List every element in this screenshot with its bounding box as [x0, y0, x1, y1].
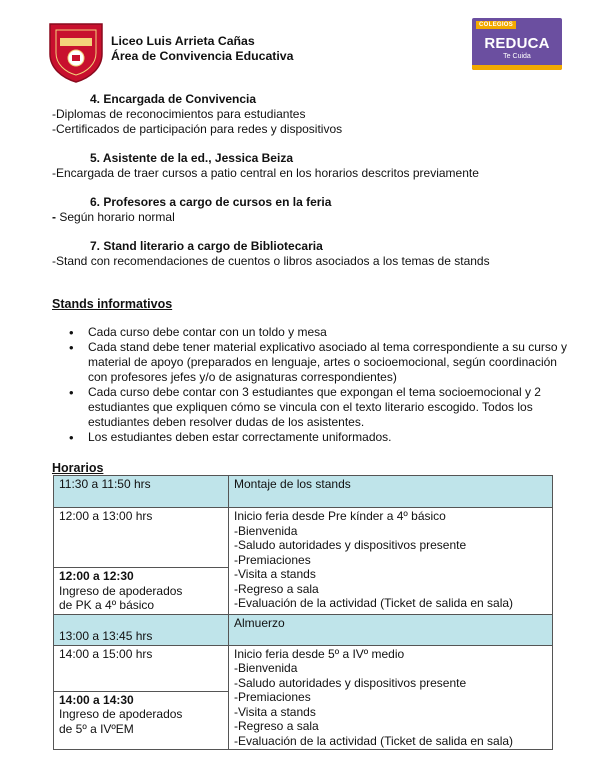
section-4-heading: 4. Encargada de Convivencia [90, 92, 257, 106]
stands-bullet: • Cada stand debe tener material explicativo asociado al tema correspondiente a su curso y material de apoyo (preparados en lenguaje, artes o socioemocional, según coordinación con profesores jefes y/o de asignaturas correspondientes) [88, 340, 578, 385]
horarios-title: Horarios [52, 461, 104, 475]
activity-line: -Bienvenida [234, 523, 298, 538]
activity-line: -Saludo autoridades y dispositivos presente [234, 675, 467, 690]
activity-line: -Premiaciones [234, 552, 311, 567]
school-name: Liceo Luis Arrieta Cañas [111, 34, 255, 48]
section-6-text: Según horario normal [59, 210, 175, 224]
sub-text-line: Ingreso de apoderados [59, 707, 183, 721]
activity-line: -Evaluación de la actividad (Ticket de salida en sala) [234, 596, 514, 610]
section-4-line-2: -Certificados de participación para redes y dispositivos [52, 122, 343, 136]
activity-line: -Evaluación de la actividad (Ticket de salida en sala) [234, 733, 514, 748]
reduca-logo [472, 18, 562, 70]
reduca-tag: COLEGIOS [476, 21, 516, 29]
activity-line: -Visita a stands [234, 704, 316, 719]
activity-line: -Regreso a sala [234, 719, 319, 733]
stands-title: Stands informativos [52, 297, 173, 311]
sub-text-line: de PK a 4º básico [59, 598, 155, 612]
school-crest-logo [46, 20, 106, 84]
area-name: Área de Convivencia Educativa [111, 49, 294, 63]
time-cell: 14:00 a 15:00 hrs [54, 645, 229, 691]
reduca-tagline: Te Cuida [503, 53, 531, 60]
section-7-heading: 7. Stand literario a cargo de Bibliotecaria [90, 239, 323, 253]
reduca-brand: REDUCA [484, 35, 550, 52]
activity-cell [229, 508, 553, 615]
stands-bullet-list [54, 325, 578, 445]
sub-time-cell [54, 568, 229, 615]
activity-line: Inicio feria desde 5º a IVº medio [234, 646, 405, 661]
reduca-bar [472, 65, 562, 70]
section-6-dash: - [52, 210, 60, 224]
activity-line: -Regreso a sala [234, 581, 319, 596]
sub-text-line: de 5º a IVºEM [59, 721, 134, 736]
activity-cell [229, 645, 553, 750]
table-row [54, 614, 553, 645]
section-7-line-1: -Stand con recomendaciones de cuentos o libros asociados a los temas de stands [52, 254, 490, 268]
activity-line: -Premiaciones [234, 690, 311, 704]
section-4-line-1: -Diplomas de reconocimientos para estudiantes [52, 107, 306, 121]
activity-line: -Saludo autoridades y dispositivos presente [234, 538, 467, 552]
activity-line: -Visita a stands [234, 567, 316, 581]
time-cell: 11:30 a 11:50 hrs [54, 476, 229, 508]
table-row [54, 476, 553, 508]
activity-line: Inicio feria desde Pre kínder a 4º básico [234, 509, 446, 523]
stands-bullet: • Cada curso debe contar con 3 estudiantes que expongan el tema socioemocional y 2 estudiantes que expliquen cómo se vincula con el texto literario escogido. Todos los estudiantes deben resolver dudas de los asistentes. [88, 385, 578, 430]
table-row [54, 645, 553, 691]
section-6-line-1 [52, 210, 175, 224]
activity-cell: Almuerzo [229, 614, 553, 645]
time-cell: 12:00 a 13:00 hrs [54, 508, 229, 568]
stands-bullet: • Los estudiantes deben estar correctamente uniformados. [88, 430, 578, 445]
activity-line: -Bienvenida [234, 661, 298, 675]
table-row [54, 508, 553, 568]
stands-bullet: • Cada curso debe contar con un toldo y mesa [88, 325, 578, 340]
activity-cell: Montaje de los stands [229, 476, 553, 508]
schedule-table [53, 475, 553, 750]
header-title [111, 34, 293, 64]
sub-time: 12:00 a 12:30 [59, 569, 134, 583]
section-6-heading: 6. Profesores a cargo de cursos en la feria [90, 195, 332, 209]
sub-time: 14:00 a 14:30 [59, 692, 134, 707]
sub-text-line: Ingreso de apoderados [59, 583, 183, 598]
section-5-heading: 5. Asistente de la ed., Jessica Beiza [90, 151, 293, 165]
time-cell: 13:00 a 13:45 hrs [54, 614, 229, 645]
sub-time-cell [54, 691, 229, 750]
section-5-line-1: -Encargada de traer cursos a patio central en los horarios descritos previamente [52, 166, 479, 180]
